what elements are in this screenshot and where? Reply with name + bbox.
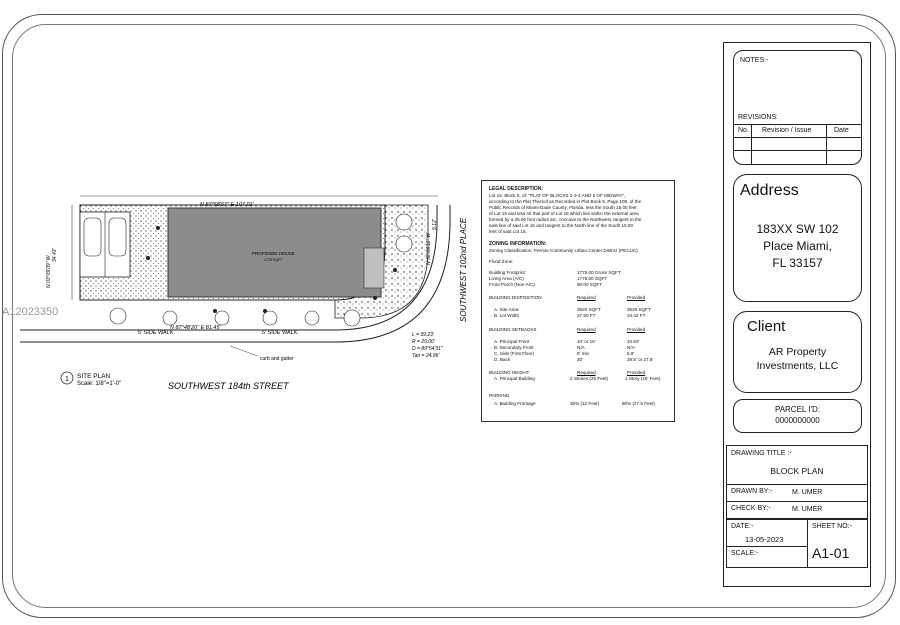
parcel-title: PARCEL I'D: <box>774 405 821 414</box>
legal-line-5: formed by a 25.00 foot radius arc, concave to the Northwest, tangent to the <box>489 217 642 222</box>
site-plan-scale: Scale: 1/8"=1'-0" <box>77 381 122 387</box>
notes-label: NOTES:- <box>740 57 769 64</box>
setback-c-label: C. Side (First Floor) <box>494 351 535 356</box>
height-label: A. Principal Building <box>494 376 535 381</box>
setbacks-header: BUILDING SETBACKS <box>489 327 537 332</box>
bearing-right: N 02°06'11" W <box>426 232 432 265</box>
sheet-label: SHEET NO:- <box>812 523 852 530</box>
drawn-by-label: DRAWN BY:- <box>731 488 773 495</box>
site-area-required: 3520 SQFT <box>577 307 601 312</box>
setback-a-required: 10' or 15' <box>577 339 596 344</box>
check-by-value: M. UMER <box>792 506 823 513</box>
parking-provided: 80% (27.5 Feet) <box>622 401 655 406</box>
height-provided-header: Provided <box>627 370 646 375</box>
bearing-left-dist: 34.43' <box>52 248 58 262</box>
curve-length: L = 39.23' <box>412 332 434 338</box>
setback-a-label: A. Principal Front <box>494 339 530 344</box>
date-label: DATE:- <box>731 523 754 530</box>
porch-label: Front Porch (Non-A/C) <box>489 282 535 287</box>
site-plan-drawing <box>0 0 480 420</box>
zoning-classification: Zoning Classification: Perrine Community Urban Center District (PECUC) <box>489 248 638 253</box>
setbacks-provided-header: Provided <box>627 327 646 332</box>
house-label: PROPOSED HOUSE <box>252 251 295 256</box>
legal-line-7: feet of said Lot 16. <box>489 229 527 234</box>
house-sub-label: 1775 SQFT <box>264 258 283 262</box>
address-line-3: FL 33157 <box>772 256 823 270</box>
setbacks-required-header: Required <box>577 327 596 332</box>
rev-col-divider-2 <box>826 124 827 164</box>
living-label: Living Area (A/C) <box>489 276 524 281</box>
drawn-by-value: M. UMER <box>792 489 823 496</box>
drawing-title: BLOCK PLAN <box>770 466 824 476</box>
street-right-label: SOUTHWEST 102nd PLACE <box>459 217 468 322</box>
bearing-left: N 03°09'09" W <box>46 255 52 288</box>
curve-tangent: Tan = 24.96' <box>412 353 440 359</box>
address-line-1: 183XX SW 102 <box>756 222 839 236</box>
notes-revisions-box <box>733 50 862 165</box>
address-title: Address <box>740 182 799 199</box>
bearing-top: N 87°58'57" E 107.01' <box>200 202 254 208</box>
rev-line-3 <box>734 150 861 151</box>
disposition-required-header: Required <box>577 295 596 300</box>
parking-label: A. Building Frontage <box>494 401 536 406</box>
legal-line-6: east line of said Lot 16 and tangent to the North line of the South 15.00 <box>489 223 634 228</box>
check-by-label: CHECK BY:- <box>731 505 771 512</box>
lot-width-label: B. Lot Width <box>494 313 520 318</box>
disposition-header: BUILDING DISPOSITION <box>489 295 542 300</box>
rev-line-2 <box>734 137 861 138</box>
height-required-header: Required <box>577 370 596 375</box>
setback-b-provided: N/A <box>627 345 635 350</box>
revisions-label: REVISIONS: <box>738 114 779 121</box>
drawing-title-label: DRAWING TITLE :- <box>731 450 792 457</box>
legal-line-2: according to the Plat Thereof as Recorded in Plat Book 6, Page 109, of the <box>489 199 642 204</box>
site-plan-number: 1 <box>65 376 69 383</box>
parking-header: PARKING <box>489 393 510 398</box>
client-line-2: Investments, LLC <box>756 360 839 372</box>
rev-col-no: No. <box>738 127 749 134</box>
parcel-value: 0000000000 <box>775 416 820 425</box>
setback-c-required: 5' min <box>577 351 590 356</box>
client-line-1: AR Property <box>768 346 827 358</box>
setback-d-provided: 28.5' or 27.8' <box>627 357 654 362</box>
rev-col-divider-1 <box>751 124 752 164</box>
legal-line-4: of Lot 16 and less All that part of Lot 16 which lies within the external area <box>489 211 639 216</box>
lot-width-provided: 34.42 FT <box>627 313 646 318</box>
legal-description-panel <box>481 180 675 422</box>
height-provided: 1 Story (18' Feet) <box>625 376 661 381</box>
scale-label: SCALE:- <box>731 550 759 557</box>
rev-col-revision: Revision / Issue <box>762 127 812 134</box>
zoning-title: ZONING INFORMATION: <box>489 241 547 247</box>
watermark: A12023350 <box>2 306 59 318</box>
legal-line-1: Lot 16, Block 5, of: "PLAT OF BLOCKS 2-3-4 AND 5 OF MIDWAY", <box>489 193 626 198</box>
setback-c-provided: 6.8' <box>627 351 635 356</box>
lot-width-required: 37.50 FT <box>577 313 596 318</box>
setback-d-label: D. Back <box>494 357 511 362</box>
footprint-value: 1775.00 Gross SQFT <box>577 270 621 275</box>
client-title: Client <box>747 318 786 335</box>
curve-delta: D = 89°54'31" <box>412 346 443 352</box>
legal-line-3: Public Records of Miami-Dade County, Florida, less the South 15.00 feet <box>489 205 637 210</box>
setback-d-required: 20' <box>577 357 583 362</box>
curve-radius: R = 25.00' <box>412 339 435 345</box>
site-plan-title: SITE PLAN <box>77 373 111 380</box>
bearing-right-dist: 9.12' <box>432 219 438 230</box>
flood-zone: Flood Zone: <box>489 259 514 264</box>
setback-b-label: B. Secondary Front <box>494 345 534 350</box>
curb-label: curb and gutter <box>260 356 294 362</box>
legal-title: LEGAL DESCRIPTION: <box>489 186 544 192</box>
site-area-provided: 3520 SQFT <box>627 307 651 312</box>
height-required: 2 Stories (25 Feet) <box>570 376 609 381</box>
rev-line-1 <box>734 124 861 125</box>
setback-b-required: N/A <box>577 345 585 350</box>
sidewalk-right-label: 5' SIDE WALK <box>262 330 298 336</box>
sidewalk-left-label: 5' SIDE WALK <box>138 330 174 336</box>
bearing-bottom: N 87°48'20" E 81.45' <box>170 325 221 331</box>
address-line-2: Place Miami, <box>763 239 832 253</box>
date-value: 13-05-2023 <box>745 535 784 544</box>
footprint-label: Building Footprint: <box>489 270 527 275</box>
rev-col-date: Date <box>834 127 849 134</box>
setback-a-provided: 10.83' <box>627 339 640 344</box>
living-value: 1775.00 SQFT <box>577 276 608 281</box>
parking-required: 35% (12 Feet) <box>570 401 600 406</box>
height-header: BUILDING HEIGHT <box>489 370 530 375</box>
disposition-provided-header: Provided <box>627 295 646 300</box>
porch-value: 90.00 SQFT <box>577 282 603 287</box>
street-bottom-label: SOUTHWEST 184th STREET <box>168 381 289 391</box>
site-area-label: A. Site Area: <box>494 307 520 312</box>
sheet-number: A1-01 <box>812 545 850 561</box>
